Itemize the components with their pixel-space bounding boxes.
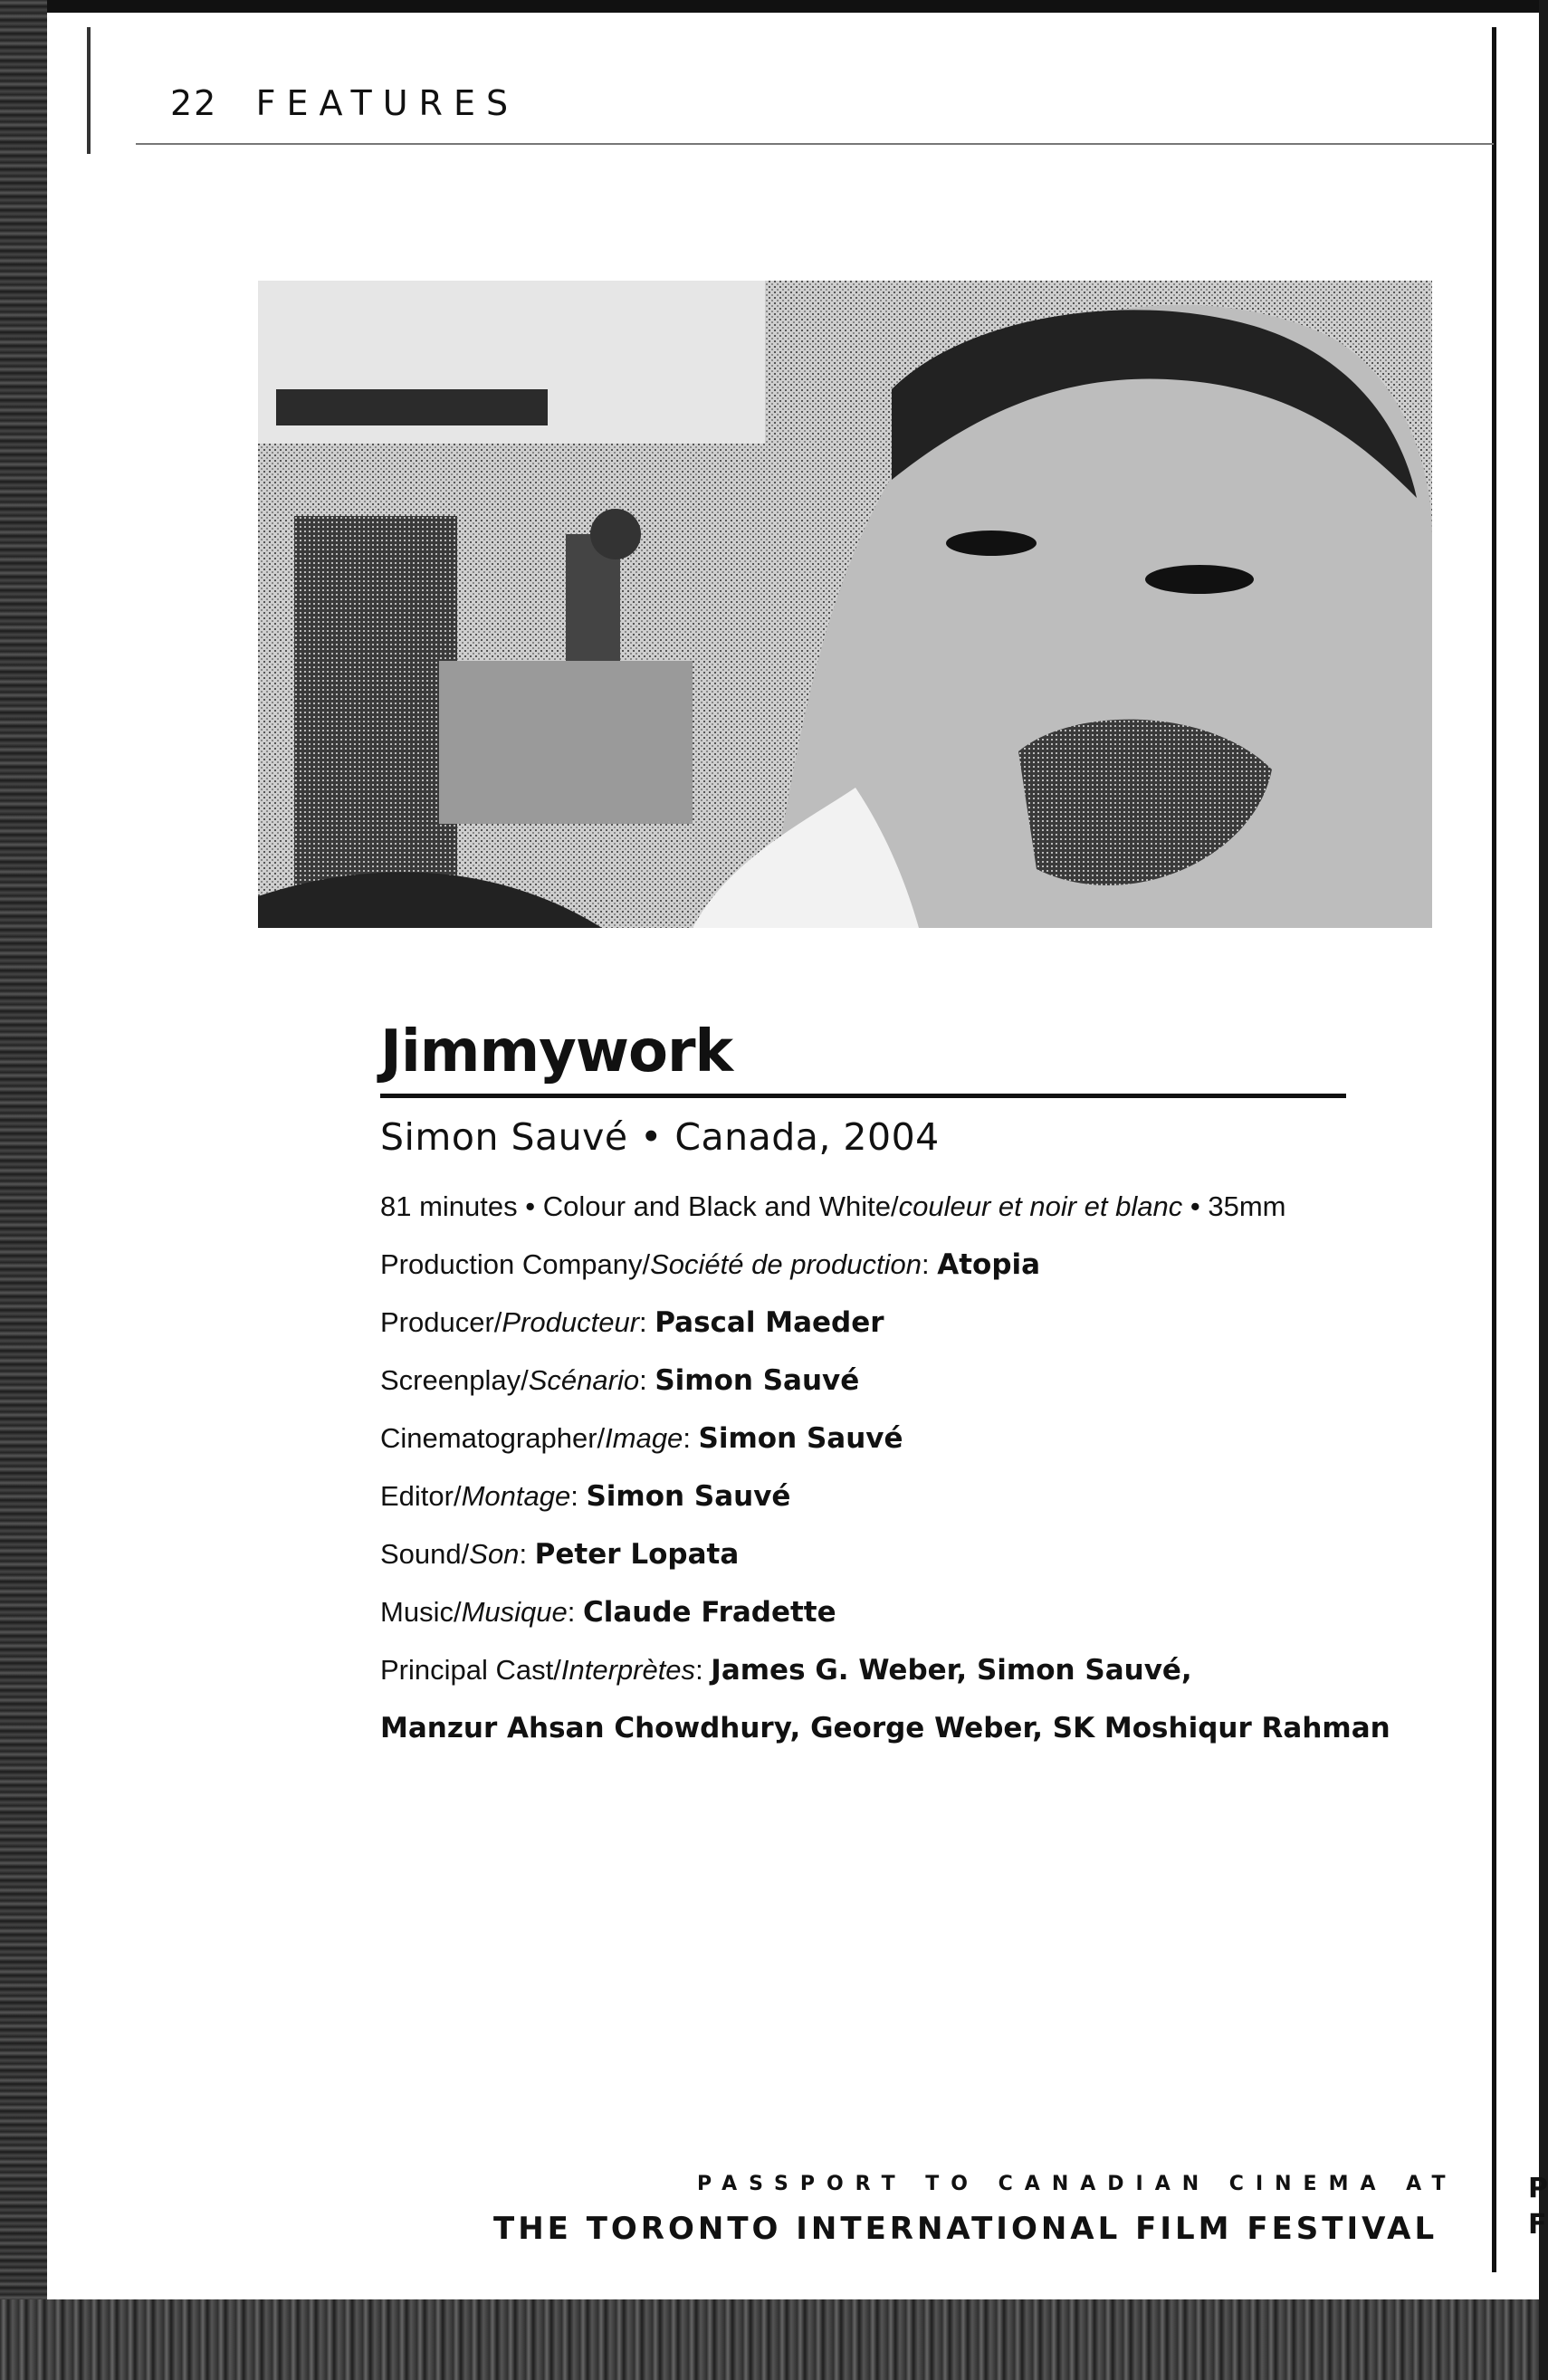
colour-fr: couleur et noir et blanc (898, 1190, 1183, 1222)
credit-producer (380, 1306, 1421, 1364)
credit-label: Principal Cast/ (380, 1654, 561, 1686)
scan-left-edge (0, 0, 47, 2380)
credit-cinematographer (380, 1422, 1421, 1480)
separator: • (517, 1190, 543, 1222)
credit-label-fr: Société de production (650, 1248, 922, 1280)
credit-value: Simon Sauvé (586, 1480, 791, 1513)
credit-label-fr: Son (469, 1538, 520, 1570)
film-still (258, 281, 1432, 928)
credit-value: Simon Sauvé (698, 1422, 903, 1455)
title-rule (380, 1094, 1346, 1098)
credit-value: Pascal Maeder (655, 1306, 884, 1339)
credit-cast (380, 1654, 1421, 1712)
next-page-char: F (1528, 2209, 1547, 2241)
specs-line (380, 1190, 1421, 1248)
credit-music (380, 1596, 1421, 1654)
next-page-char: P (1528, 2173, 1548, 2204)
credit-label: Production Company/ (380, 1248, 651, 1280)
credit-label: Sound/ (380, 1538, 470, 1570)
credit-label-fr: Montage (461, 1480, 571, 1512)
next-page-strip (1494, 13, 1539, 2299)
credit-value: Atopia (937, 1248, 1041, 1281)
colon: : (921, 1248, 938, 1280)
credit-label-fr: Producteur (502, 1306, 640, 1338)
scan-bottom-edge (0, 2299, 1539, 2380)
credits-block (380, 1190, 1421, 1770)
colon: : (639, 1364, 655, 1396)
film-subtitle: Simon Sauvé • Canada, 2004 (380, 1115, 940, 1159)
credit-label-fr: Musique (461, 1596, 568, 1628)
format: 35mm (1208, 1190, 1286, 1222)
credit-value: Manzur Ahsan Chowdhury, George Weber, SK Moshiqur Rahman (380, 1712, 1390, 1744)
colon: : (570, 1480, 587, 1512)
page-number: 22 (170, 83, 218, 123)
credit-value: James G. Weber, Simon Sauvé, (711, 1654, 1192, 1687)
film-title: Jimmywork (380, 1018, 733, 1085)
footer-festival: THE TORONTO INTERNATIONAL FILM FESTIVAL (493, 2211, 1438, 2247)
credit-label: Cinematographer/ (380, 1422, 606, 1454)
scan-top-edge (0, 0, 1539, 13)
credit-label: Screenplay/ (380, 1364, 529, 1396)
credit-cast-continued (380, 1712, 1421, 1770)
credit-label-fr: Scénario (528, 1364, 640, 1396)
colon: : (695, 1654, 712, 1686)
credit-label: Editor/ (380, 1480, 462, 1512)
credit-label-fr: Interprètes (560, 1654, 696, 1686)
credit-label: Producer/ (380, 1306, 502, 1338)
footer-tagline: PASSPORT TO CANADIAN CINEMA AT (697, 2173, 1457, 2195)
colon: : (519, 1538, 535, 1570)
credit-value: Claude Fradette (583, 1596, 836, 1629)
page-header (170, 83, 519, 123)
colon: : (567, 1596, 583, 1628)
credit-screenplay (380, 1364, 1421, 1422)
credit-editor (380, 1480, 1421, 1538)
credit-production (380, 1248, 1421, 1306)
header-rule (136, 143, 1494, 145)
colon: : (639, 1306, 655, 1338)
credit-sound (380, 1538, 1421, 1596)
section-title: FEATURES (255, 83, 520, 123)
page-gutter-rule (1492, 27, 1496, 2272)
credit-label: Music/ (380, 1596, 462, 1628)
film-still-image (258, 281, 1432, 928)
credit-value: Simon Sauvé (655, 1364, 860, 1397)
binding-rule (87, 27, 91, 154)
colour-en: Colour and Black and White/ (542, 1190, 899, 1222)
runtime: 81 minutes (380, 1190, 518, 1222)
colon: : (683, 1422, 699, 1454)
separator: • (1182, 1190, 1209, 1222)
credit-value: Peter Lopata (534, 1538, 740, 1571)
credit-label-fr: Image (605, 1422, 683, 1454)
